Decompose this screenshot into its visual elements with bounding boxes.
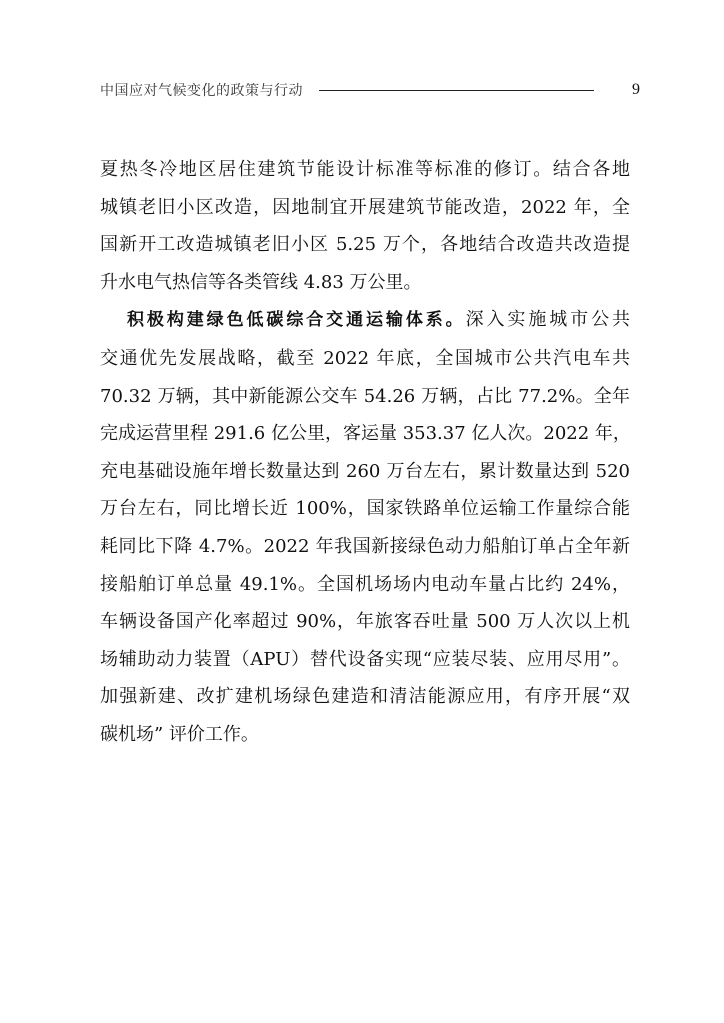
text-line: 充电基础设施年增长数量达到 260 万台左右，累计数量达到 520 — [100, 460, 630, 482]
text-line: 碳机场” 评价工作。 — [100, 723, 259, 745]
text-line: 70.32 万辆，其中新能源公交车 54.26 万辆，占比 77.2%。全年 — [100, 385, 630, 407]
text-line: 场辅助动力装置（APU）替代设备实现“应装尽装、应用尽用”。 — [100, 648, 630, 670]
header-rule — [319, 90, 594, 91]
text-line: 车辆设备国产化率超过 90%，年旅客吞吐量 500 万人次以上机 — [100, 611, 630, 633]
text-line: 交通优先发展战略，截至 2022 年底，全国城市公共汽电车共 — [100, 347, 630, 369]
page-number: 9 — [632, 81, 640, 98]
text-line — [100, 301, 630, 340]
paragraph-lead-rest: 深入实施城市公共 — [465, 309, 631, 331]
paragraph-2 — [100, 301, 630, 753]
running-header — [100, 80, 640, 100]
paragraph-1 — [100, 151, 630, 301]
text-line: 完成运营里程 291.6 亿公里，客运量 353.37 亿人次。2022 年， — [100, 423, 631, 445]
running-title: 中国应对气候变化的政策与行动 — [100, 83, 303, 99]
paragraph-lead-heading: 积极构建绿色低碳综合交通运输体系。 — [127, 310, 466, 331]
text-line: 城镇老旧小区改造，因地制宜开展建筑节能改造，2022 年，全 — [100, 196, 630, 218]
text-line: 国新开工改造城镇老旧小区 5.25 万个，各地结合改造共改造提 — [100, 234, 630, 256]
text-line: 夏热冬冷地区居住建筑节能设计标准等标准的修订。结合各地 — [100, 159, 630, 180]
text-line: 接船舶订单总量 49.1%。全国机场场内电动车量占比约 24%， — [100, 573, 630, 595]
body-text — [100, 151, 630, 754]
text-line: 万台左右，同比增长近 100%，国家铁路单位运输工作量综合能 — [100, 498, 630, 520]
text-line: 升水电气热信等各类管线 4.83 万公里。 — [100, 271, 422, 293]
text-line: 加强新建、改扩建机场绿色建造和清洁能源应用，有序开展“双 — [100, 686, 630, 708]
text-line: 耗同比下降 4.7%。2022 年我国新接绿色动力船舶订单占全年新 — [100, 535, 630, 557]
